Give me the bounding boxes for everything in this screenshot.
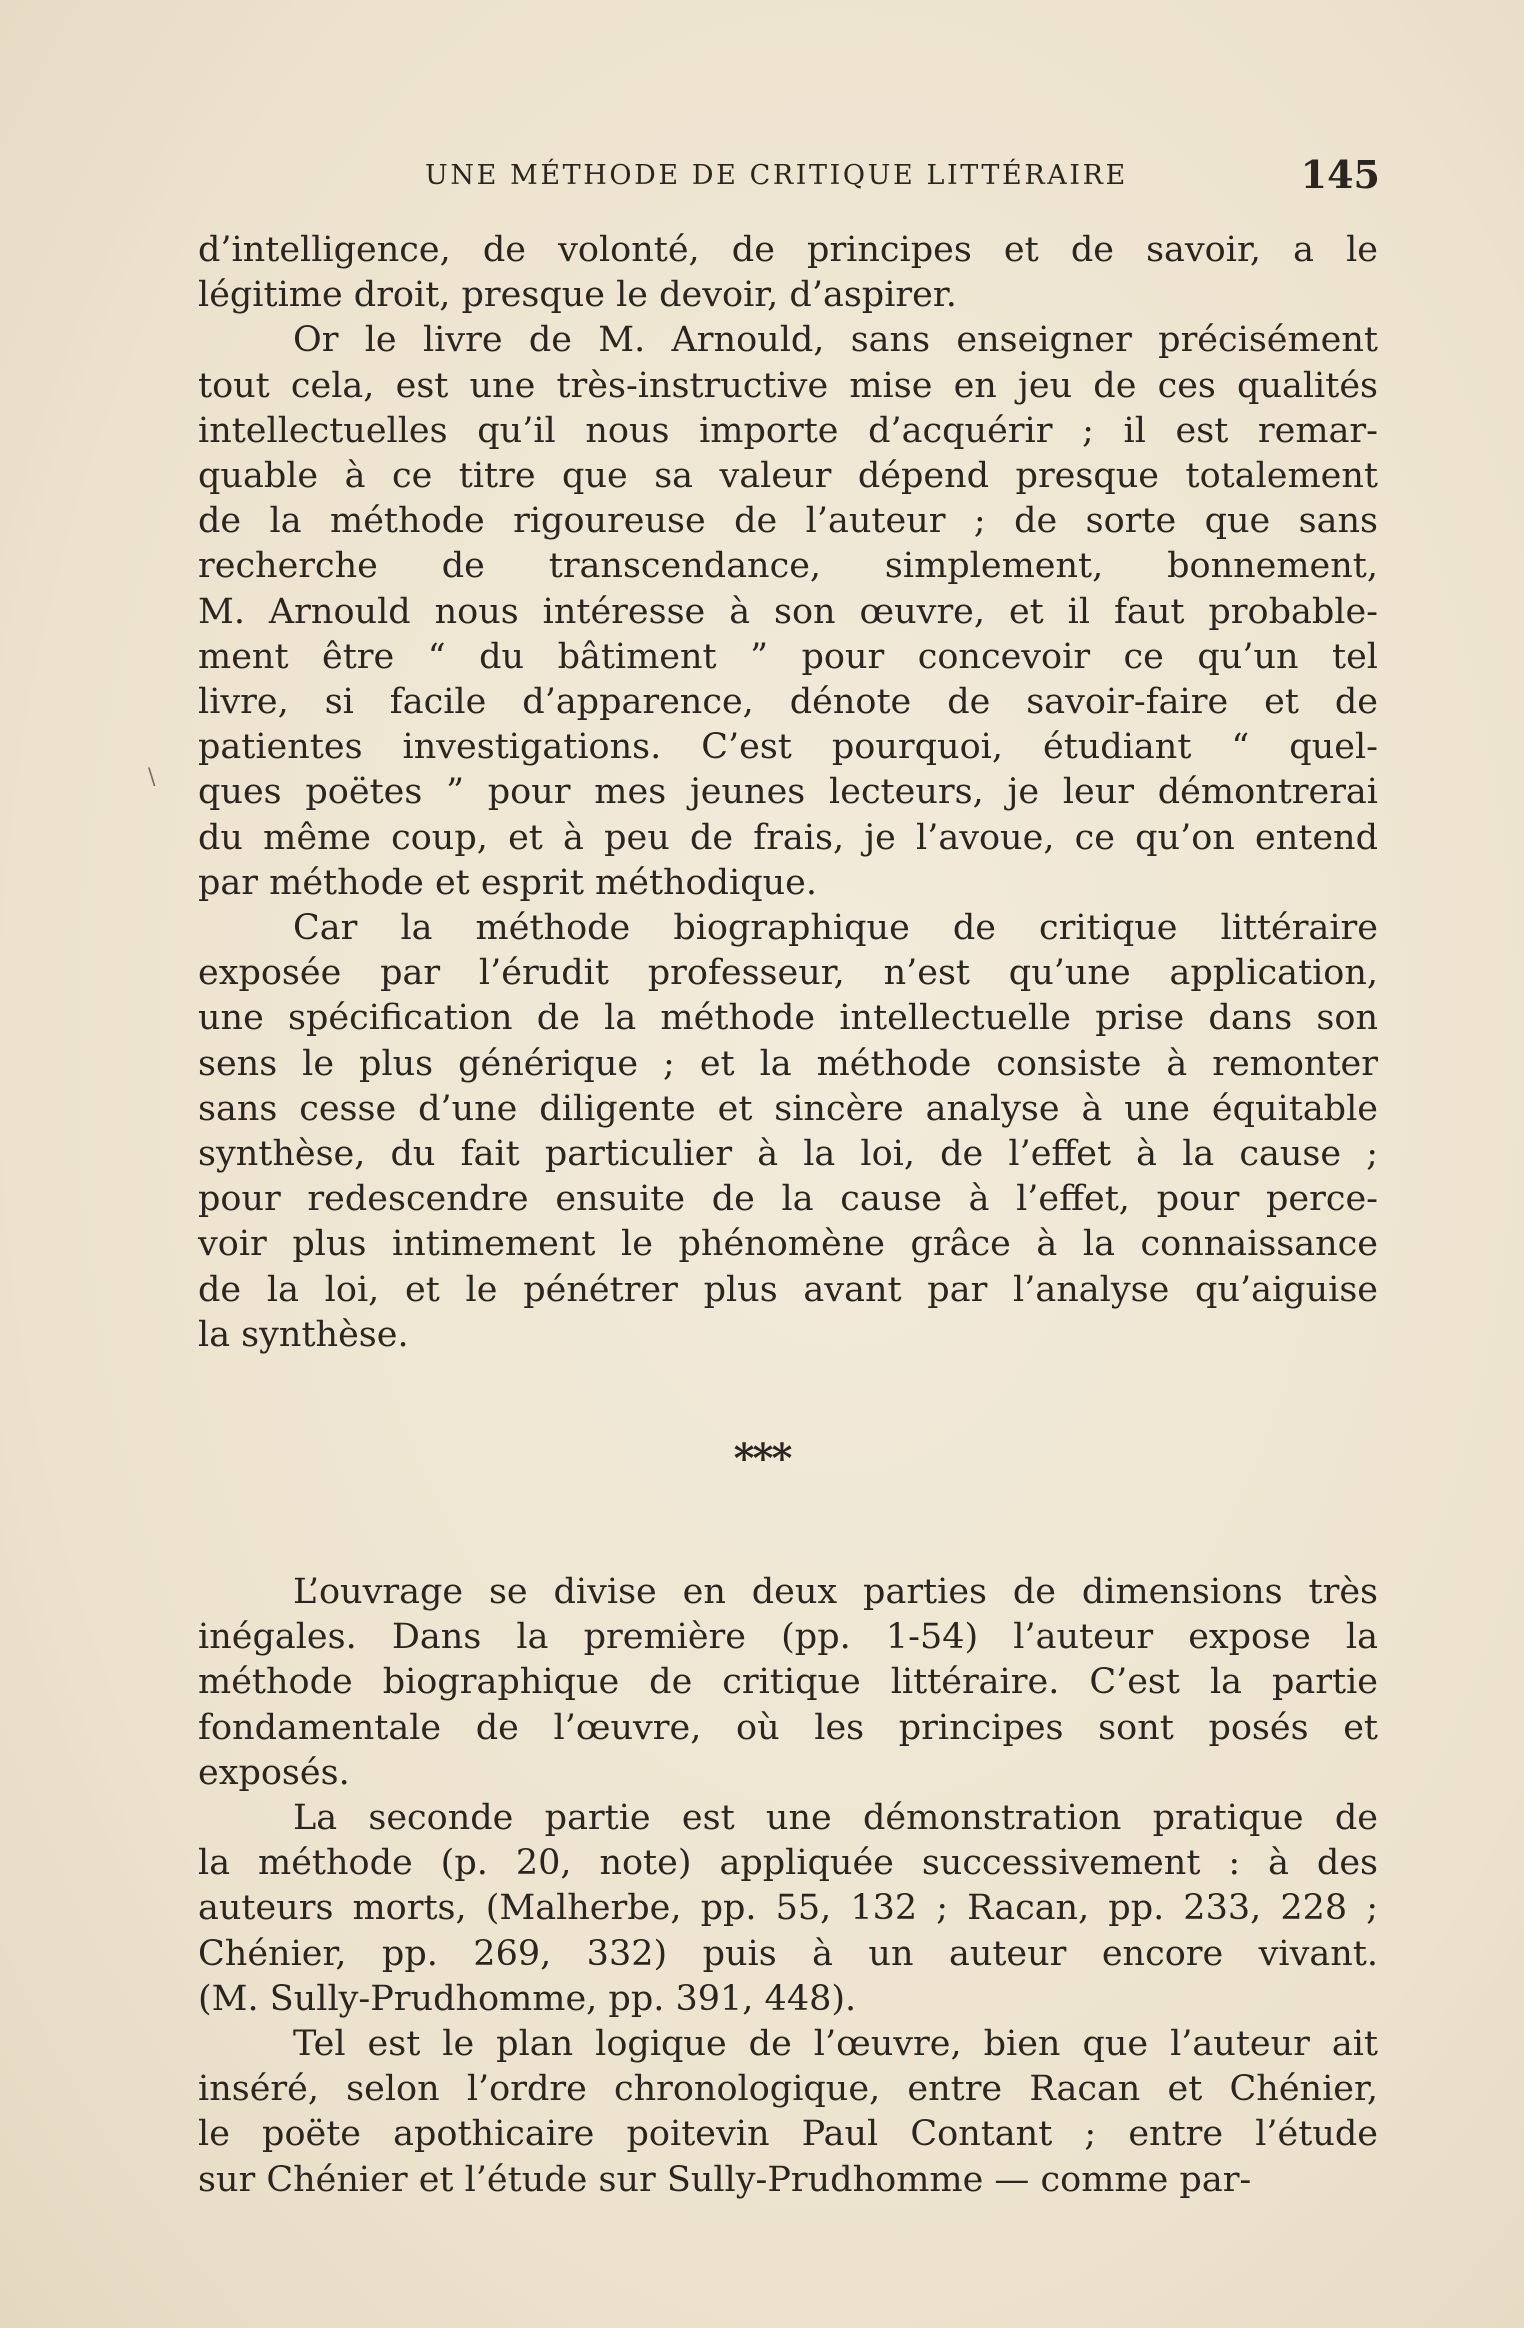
text-line: ment être “ du bâtiment ” pour concevoir ce qu’un tel: [198, 636, 1378, 677]
text-line: de la loi, et le pénétrer plus avant par l’analyse qu’aiguise: [198, 1269, 1378, 1310]
paragraph: [198, 318, 1378, 906]
paragraph: [198, 1570, 1378, 1796]
text-line: Or le livre de M. Arnould, sans enseigner précisément: [293, 320, 1378, 361]
text-line: la méthode (p. 20, note) appliquée successivement : à des: [198, 1843, 1378, 1884]
text-line: Car la méthode biographique de critique littéraire: [293, 908, 1378, 949]
text-line: exposée par l’érudit professeur, n’est qu’une application,: [198, 953, 1378, 994]
text-line: sens le plus générique ; et la méthode consiste à remonter: [198, 1043, 1378, 1084]
text-line: Tel est le plan logique de l’œuvre, bien que l’auteur ait: [293, 2024, 1378, 2065]
text-line: par méthode et esprit méthodique.: [198, 862, 818, 903]
text-line: légitime droit, presque le devoir, d’aspirer.: [198, 275, 957, 316]
text-line: sur Chénier et l’étude sur Sully-Prudhomme — comme par-: [198, 2159, 1252, 2200]
text-line: pour redescendre ensuite de la cause à l’effet, pour perce-: [198, 1179, 1378, 1220]
body-text-bottom: [198, 1570, 1378, 2203]
text-line: fondamentale de l’œuvre, où les principes sont posés et: [198, 1707, 1378, 1748]
text-line: auteurs morts, (Malherbe, pp. 55, 132 ; Racan, pp. 233, 228 ;: [198, 1888, 1378, 1929]
text-line: (M. Sully-Prudhomme, pp. 391, 448).: [198, 1978, 857, 2019]
text-line: de la méthode rigoureuse de l’auteur ; de sorte que sans: [198, 501, 1378, 542]
text-line: quable à ce titre que sa valeur dépend presque totalement: [198, 456, 1378, 497]
body-text-top: [198, 228, 1378, 1358]
text-line: Chénier, pp. 269, 332) puis à un auteur encore vivant.: [198, 1933, 1378, 1974]
text-line: tout cela, est une très-instructive mise en jeu de ces qualités: [198, 365, 1378, 406]
text-line: synthèse, du fait particulier à la loi, de l’effet à la cause ;: [198, 1134, 1378, 1175]
text-line: inséré, selon l’ordre chronologique, entre Racan et Chénier,: [198, 2069, 1378, 2110]
text-line: sans cesse d’une diligente et sincère analyse à une équitable: [198, 1088, 1378, 1129]
text-line: le poëte apothicaire poitevin Paul Contant ; entre l’étude: [198, 2114, 1378, 2155]
text-line: du même coup, et à peu de frais, je l’avoue, ce qu’on entend: [198, 817, 1378, 858]
text-line: inégales. Dans la première (pp. 1-54) l’auteur expose la: [198, 1617, 1378, 1658]
text-line: voir plus intimement le phénomène grâce à la connaissance: [198, 1224, 1378, 1265]
text-line: une spécification de la méthode intellectuelle prise dans son: [198, 998, 1378, 1039]
page-number: 145: [1300, 152, 1380, 197]
text-line: exposés.: [198, 1752, 350, 1793]
text-line: livre, si facile d’apparence, dénote de savoir-faire et de: [198, 682, 1378, 723]
text-line: La seconde partie est une démonstration pratique de: [293, 1798, 1378, 1839]
text-line: M. Arnould nous intéresse à son œuvre, et il faut probable-: [198, 591, 1378, 632]
text-line: intellectuelles qu’il nous importe d’acquérir ; il est remar-: [198, 410, 1378, 451]
paragraph: [198, 228, 1378, 318]
paragraph: [198, 2022, 1378, 2203]
text-line: recherche de transcendance, simplement, bonnement,: [198, 546, 1378, 587]
text-line: ques poëtes ” pour mes jeunes lecteurs, je leur démontrerai: [198, 772, 1378, 813]
running-title: UNE MÉTHODE DE CRITIQUE LITTÉRAIRE: [425, 160, 1128, 191]
text-line: d’intelligence, de volonté, de principes et de savoir, a le: [198, 230, 1378, 270]
text-line: la synthèse.: [198, 1314, 409, 1355]
paragraph: [198, 906, 1378, 1358]
running-head: [200, 152, 1380, 196]
margin-mark: \: [148, 765, 156, 790]
text-line: L’ouvrage se divise en deux parties de dimensions très: [293, 1572, 1378, 1612]
text-line: méthode biographique de critique littéraire. C’est la partie: [198, 1662, 1378, 1703]
text-line: patientes investigations. C’est pourquoi, étudiant “ quel-: [198, 727, 1378, 768]
asterism: ***: [733, 1435, 791, 1482]
paragraph: [198, 1796, 1378, 2022]
